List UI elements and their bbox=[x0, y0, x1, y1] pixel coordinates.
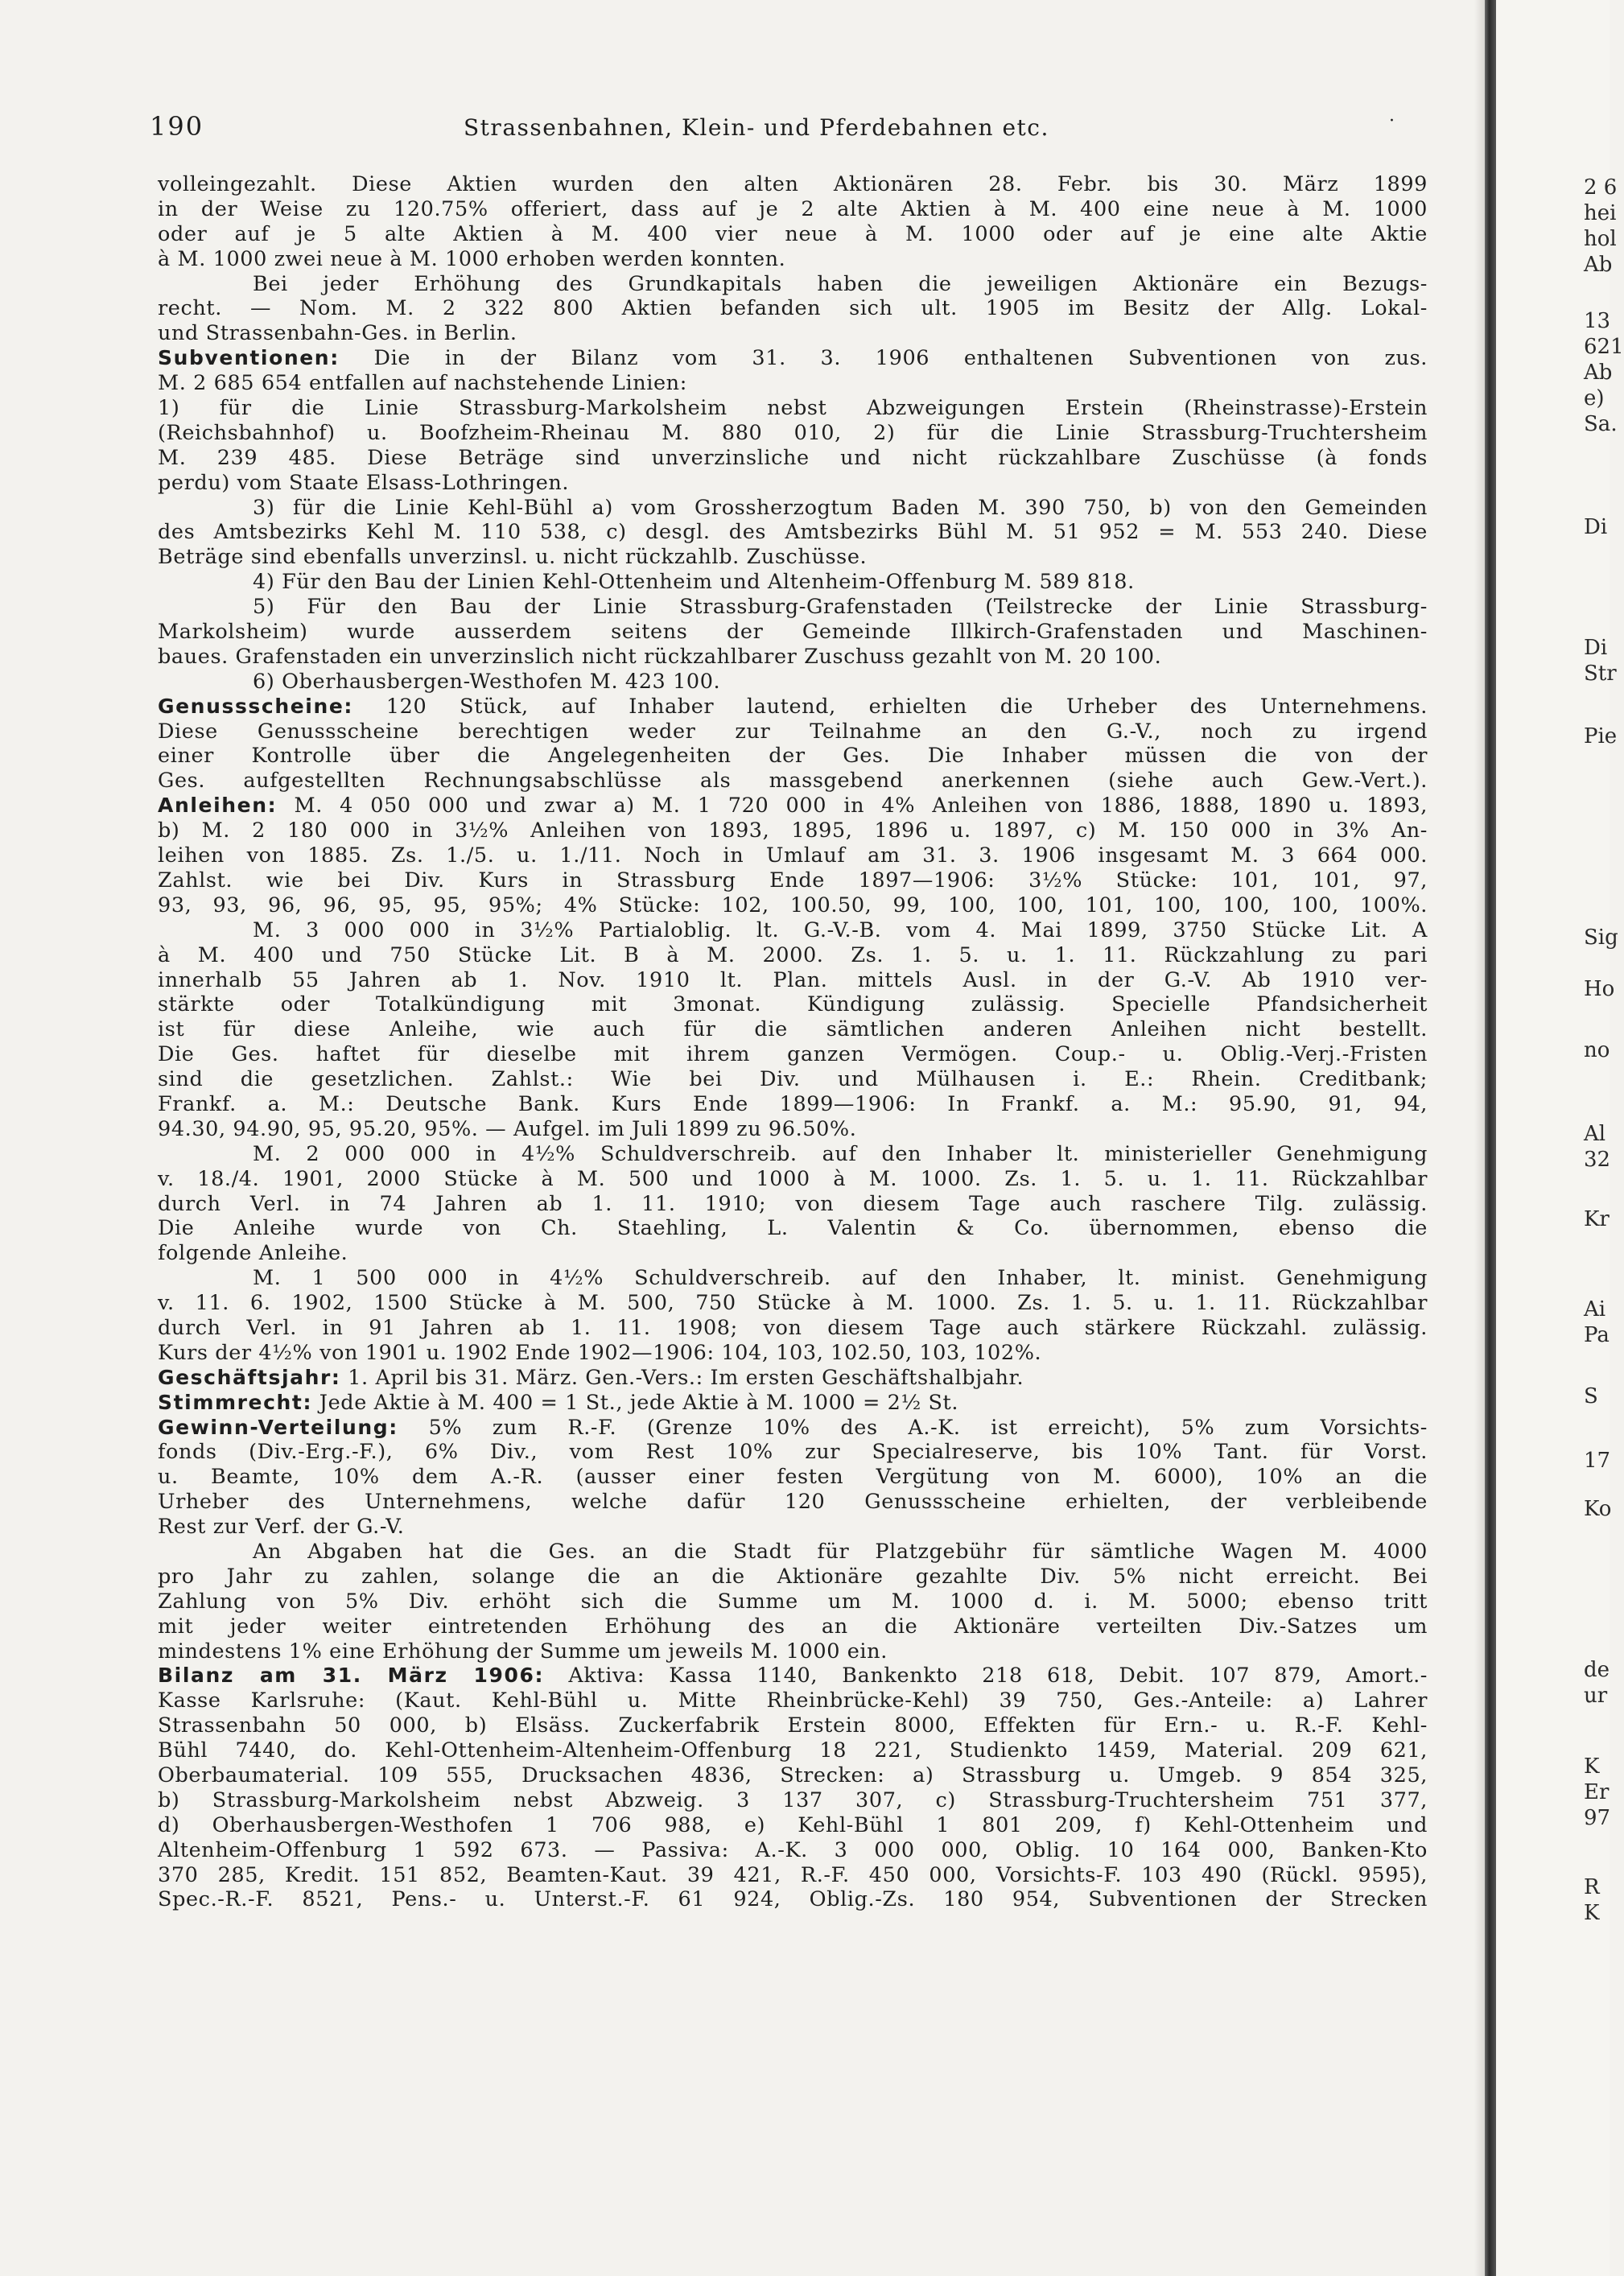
text-line bbox=[158, 843, 1428, 868]
adjacent-page-fragment: Ab bbox=[1584, 253, 1613, 277]
line-text: M. 3 000 000 in 3½% Partialoblig. lt. G.-V.-B. vom 4. Mai 1899, 3750 Stücke Lit. A bbox=[253, 917, 1428, 942]
line-text: Die in der Bilanz vom 31. 3. 1906 enthaltenen Subventionen von zus. bbox=[373, 346, 1428, 371]
text-line bbox=[158, 1838, 1428, 1863]
text-line bbox=[158, 545, 1428, 570]
text-line bbox=[158, 1216, 1428, 1241]
text-line bbox=[158, 1142, 1428, 1167]
line-text: à M. 400 und 750 Stücke Lit. B à M. 2000. Zs. 1. 5. u. 1. 11. Rückzahlung zu pari bbox=[158, 942, 1428, 967]
line-text: Die Ges. haftet für dieselbe mit ihrem ganzen Vermögen. Coup.- u. Oblig.-Verj.-Fristen bbox=[158, 1042, 1428, 1067]
line-text: leihen von 1885. Zs. 1./5. u. 1./11. Noch in Umlauf am 31. 3. 1906 insgesamt M. 3 664 000. bbox=[158, 843, 1428, 868]
print-dot: · bbox=[1389, 111, 1395, 131]
text-line bbox=[158, 1067, 1428, 1092]
line-text: M. 1 500 000 in 4½% Schuldverschreib. auf den Inhaber, lt. minist. Genehmigung bbox=[253, 1266, 1428, 1291]
text-line bbox=[158, 645, 1428, 670]
section-heading: Anleihen: bbox=[158, 794, 278, 818]
adjacent-page-fragment: Ko bbox=[1584, 1497, 1612, 1521]
line-text: stärkte oder Totalkündigung mit 3monat. Kündigung zulässig. Specielle Pfandsicherheit bbox=[158, 992, 1428, 1017]
line-text: Jede Aktie à M. 400 = 1 St., jede Aktie à M. 1000 = 2½ St. bbox=[319, 1390, 959, 1415]
adjacent-page-fragment: Ab bbox=[1584, 361, 1613, 385]
text-line bbox=[158, 1092, 1428, 1117]
adjacent-page-fragment: hei bbox=[1584, 201, 1617, 225]
line-text: M. 2 000 000 in 4½% Schuldverschreib. auf den Inhaber lt. ministerieller Genehmigung bbox=[253, 1141, 1428, 1166]
line-text: 3) für die Linie Kehl-Bühl a) vom Grossherzogtum Baden M. 390 750, b) von den Gemeinden bbox=[253, 495, 1428, 520]
line-text: u. Beamte, 10% dem A.-R. (ausser einer festen Vergütung von M. 6000), 10% an die bbox=[158, 1465, 1428, 1490]
adjacent-page-fragment: 17 bbox=[1584, 1449, 1611, 1473]
text-line bbox=[158, 1117, 1428, 1142]
line-text: des Amtsbezirks Kehl M. 110 538, c) desgl. des Amtsbezirks Bühl M. 51 952 = M. 553 240. Diese bbox=[158, 520, 1428, 545]
text-line bbox=[158, 1366, 1428, 1391]
line-text: Aktiva: Kassa 1140, Bankenkto 218 618, Debit. 107 879, Amort.- bbox=[568, 1664, 1428, 1688]
line-text: M. 4 050 000 und zwar a) M. 1 720 000 in 4% Anleihen von 1886, 1888, 1890 u. 1893, bbox=[294, 794, 1428, 818]
line-text: M. 2 685 654 entfallen auf nachstehende Linien: bbox=[158, 371, 687, 396]
adjacent-page-fragment: no bbox=[1584, 1038, 1610, 1062]
line-text: Die Anleihe wurde von Ch. Staehling, L. Valentin & Co. übernommen, ebenso die bbox=[158, 1216, 1428, 1241]
section-heading: Geschäftsjahr: bbox=[158, 1365, 341, 1389]
text-line bbox=[158, 992, 1428, 1017]
line-text: ist für diese Anleihe, wie auch für die sämtlichen anderen Anleihen nicht bestellt. bbox=[158, 1017, 1428, 1042]
section-heading: Bilanz am 31. März 1906: bbox=[158, 1664, 545, 1688]
line-text: v. 18./4. 1901, 2000 Stücke à M. 500 und 1000 à M. 1000. Zs. 1. 5. u. 1. 11. Rückzahlbar bbox=[158, 1166, 1428, 1191]
line-text: volleingezahlt. Diese Aktien wurden den alten Aktionären 28. Febr. bis 30. März 1899 bbox=[158, 172, 1428, 196]
line-text: 1) für die Linie Strassburg-Markolsheim nebst Abzweigungen Erstein (Rheinstrasse)-Erstein bbox=[158, 396, 1428, 421]
text-line bbox=[158, 1316, 1428, 1341]
text-line bbox=[158, 1589, 1428, 1614]
line-text: Zahlung von 5% Div. erhöht sich die Summe um M. 1000 d. i. M. 5000; ebenso tritt bbox=[158, 1589, 1428, 1614]
adjacent-page-fragment: Pa bbox=[1584, 1323, 1610, 1347]
text-line bbox=[158, 222, 1428, 247]
line-text: mit jeder weiter eintretenden Erhöhung des an die Aktionäre verteilten Div.-Satzes um bbox=[158, 1614, 1428, 1639]
adjacent-page-fragment: Sig bbox=[1584, 926, 1618, 950]
text-line bbox=[158, 296, 1428, 321]
line-text: Diese Genussscheine berechtigen weder zur Teilnahme an den G.-V., noch zu irgend bbox=[158, 719, 1428, 744]
line-text: M. 239 485. Diese Beträge sind unverzinsliche und nicht rückzahlbare Zuschüsse (à fonds bbox=[158, 445, 1428, 470]
line-text: 1. April bis 31. März. Gen.-Vers.: Im ersten Geschäftshalbjahr. bbox=[348, 1365, 1024, 1390]
line-text: Beträge sind ebenfalls unverzinsl. u. nicht rückzahlb. Zuschüsse. bbox=[158, 545, 868, 570]
text-line bbox=[158, 1813, 1428, 1838]
text-line bbox=[158, 1440, 1428, 1465]
adjacent-page-fragment: Ai bbox=[1584, 1297, 1606, 1321]
line-text: Kurs der 4½% von 1901 u. 1902 Ende 1902—1906: 104, 103, 102.50, 103, 102%. bbox=[158, 1340, 1042, 1365]
text-line bbox=[158, 371, 1428, 396]
line-text: 4) Für den Bau der Linien Kehl-Ottenheim und Altenheim-Offenburg M. 589 818. bbox=[253, 570, 1135, 595]
text-line bbox=[158, 1042, 1428, 1067]
text-line bbox=[158, 1763, 1428, 1788]
text-line bbox=[158, 421, 1428, 446]
line-text: b) M. 2 180 000 in 3½% Anleihen von 1893, 1895, 1896 u. 1897, c) M. 150 000 in 3% An- bbox=[158, 818, 1428, 843]
line-text: b) Strassburg-Markolsheim nebst Abzweig. 3 137 307, c) Strassburg-Truchtersheim 751 377, bbox=[158, 1787, 1428, 1812]
gutter-shadow bbox=[1474, 0, 1486, 2276]
adjacent-page-fragment: Al bbox=[1584, 1122, 1606, 1146]
line-text: recht. — Nom. M. 2 322 800 Aktien befanden sich ult. 1905 im Besitz der Allg. Lokal- bbox=[158, 296, 1428, 321]
running-title: Strassenbahnen, Klein- und Pferdebahnen etc. bbox=[464, 114, 1049, 141]
text-line bbox=[158, 1341, 1428, 1366]
line-text: (Reichsbahnhof) u. Boofzheim-Rheinau M. 880 010, 2) für die Linie Strassburg-Truchtersheim bbox=[158, 420, 1428, 445]
line-text: durch Verl. in 74 Jahren ab 1. 11. 1910; von diesem Tage auch raschere Tilg. zulässig. bbox=[158, 1191, 1428, 1216]
text-line bbox=[158, 1565, 1428, 1589]
line-text: einer Kontrolle über die Angelegenheiten der Ges. Die Inhaber müssen die von der bbox=[158, 744, 1428, 769]
text-line bbox=[158, 868, 1428, 893]
text-line bbox=[158, 1192, 1428, 1217]
line-text: 120 Stück, auf Inhaber lautend, erhielten die Urheber des Unternehmens. bbox=[385, 694, 1428, 719]
line-text: und Strassenbahn-Ges. in Berlin. bbox=[158, 321, 517, 346]
adjacent-page-fragment: 97 bbox=[1584, 1806, 1611, 1830]
line-text: Kasse Karlsruhe: (Kaut. Kehl-Bühl u. Mitte Rheinbrücke-Kehl) 39 750, Ges.-Anteile: a) Lahrer bbox=[158, 1688, 1428, 1713]
text-line bbox=[158, 172, 1428, 197]
line-text: Urheber des Unternehmens, welche dafür 120 Genussscheine erhielten, der verbleibende bbox=[158, 1490, 1428, 1515]
text-line bbox=[158, 620, 1428, 645]
line-text: d) Oberhausbergen-Westhofen 1 706 988, e) Kehl-Bühl 1 801 209, f) Kehl-Ottenheim und bbox=[158, 1812, 1428, 1837]
text-line bbox=[158, 744, 1428, 769]
adjacent-page-fragment: 2 6 bbox=[1584, 175, 1618, 200]
adjacent-page-fragment: S bbox=[1584, 1384, 1598, 1408]
text-line bbox=[158, 595, 1428, 620]
text-line bbox=[158, 918, 1428, 943]
line-text: Rest zur Verf. der G.-V. bbox=[158, 1515, 405, 1540]
text-line bbox=[158, 1017, 1428, 1042]
page-gutter bbox=[1485, 0, 1496, 2276]
adjacent-page-fragment: Kr bbox=[1584, 1207, 1610, 1231]
adjacent-page-fragment: Ho bbox=[1584, 977, 1615, 1001]
line-text: Ges. aufgestellten Rechnungsabschlüsse als massgebend anerkennen (siehe auch Gew.-Vert.). bbox=[158, 769, 1428, 794]
text-line bbox=[158, 247, 1428, 272]
line-text: durch Verl. in 91 Jahren ab 1. 11. 1908; von diesem Tage auch stärkere Rückzahl. zulässig. bbox=[158, 1315, 1428, 1340]
line-text: Altenheim-Offenburg 1 592 673. — Passiva: A.-K. 3 000 000, Oblig. 10 164 000, Banken-Kto bbox=[158, 1837, 1428, 1862]
text-line bbox=[158, 1515, 1428, 1540]
line-text: 5% zum R.-F. (Grenze 10% des A.-K. ist erreicht), 5% zum Vorsichts- bbox=[428, 1415, 1428, 1440]
line-text: Oberbaumaterial. 109 555, Drucksachen 4836, Strecken: a) Strassburg u. Umgeb. 9 854 325, bbox=[158, 1763, 1428, 1787]
section-heading: Gewinn-Verteilung: bbox=[158, 1415, 398, 1439]
line-text: pro Jahr zu zahlen, solange die an die Aktionäre gezahlte Div. 5% nicht erreicht. Bei bbox=[158, 1564, 1428, 1589]
line-text: folgende Anleihe. bbox=[158, 1241, 348, 1266]
text-line bbox=[158, 719, 1428, 744]
text-line bbox=[158, 1688, 1428, 1713]
line-text: Spec.-R.-F. 8521, Pens.- u. Unterst.-F. 61 924, Oblig.-Zs. 180 954, Subventionen der Strecken bbox=[158, 1887, 1428, 1912]
text-line bbox=[158, 1416, 1428, 1441]
text-line bbox=[158, 769, 1428, 794]
text-line bbox=[158, 570, 1428, 595]
adjacent-page-fragment: Str bbox=[1584, 662, 1617, 686]
text-line bbox=[158, 1241, 1428, 1266]
line-text: 6) Oberhausbergen-Westhofen M. 423 100. bbox=[253, 669, 721, 694]
line-text: in der Weise zu 120.75% offeriert, dass auf je 2 alte Aktien à M. 400 eine neue à M. 1000 bbox=[158, 196, 1428, 221]
text-line bbox=[158, 695, 1428, 719]
text-line bbox=[158, 1887, 1428, 1912]
text-line bbox=[158, 520, 1428, 545]
text-line bbox=[158, 446, 1428, 471]
text-line bbox=[158, 272, 1428, 297]
line-text: Strassenbahn 50 000, b) Elsäss. Zuckerfabrik Erstein 8000, Effekten für Ern.- u. R.-F. Kehl- bbox=[158, 1713, 1428, 1738]
adjacent-page-fragment: ur bbox=[1584, 1684, 1608, 1708]
body-text bbox=[158, 172, 1428, 1912]
section-heading: Subventionen: bbox=[158, 346, 340, 370]
text-line bbox=[158, 1639, 1428, 1664]
text-line bbox=[158, 197, 1428, 222]
adjacent-page-fragment: hol bbox=[1584, 227, 1617, 251]
adjacent-page-fragment: e) bbox=[1584, 386, 1605, 410]
page-header bbox=[150, 111, 1437, 143]
line-text: baues. Grafenstaden ein unverzinslich nicht rückzahlbarer Zuschuss gezahlt von M. 20 100. bbox=[158, 644, 1162, 669]
text-line bbox=[158, 396, 1428, 421]
adjacent-page-fragment: Di bbox=[1584, 636, 1608, 660]
text-line bbox=[158, 471, 1428, 496]
adjacent-page-fragment: 13 bbox=[1584, 309, 1611, 333]
section-heading: Genussscheine: bbox=[158, 694, 354, 718]
text-line bbox=[158, 794, 1428, 818]
line-text: à M. 1000 zwei neue à M. 1000 erhoben werden konnten. bbox=[158, 246, 786, 271]
adjacent-page-fragment: 621 bbox=[1584, 335, 1624, 359]
text-line bbox=[158, 321, 1428, 346]
text-line bbox=[158, 346, 1428, 371]
line-text: mindestens 1% eine Erhöhung der Summe um jeweils M. 1000 ein. bbox=[158, 1639, 888, 1664]
adjacent-page-fragment: R bbox=[1584, 1875, 1600, 1899]
line-text: Markolsheim) wurde ausserdem seitens der Gemeinde Illkirch-Grafenstaden und Maschinen- bbox=[158, 620, 1428, 645]
page-number: 190 bbox=[150, 111, 204, 142]
adjacent-page-fragment: K bbox=[1584, 1901, 1600, 1925]
text-line bbox=[158, 1291, 1428, 1316]
text-line bbox=[158, 1391, 1428, 1416]
text-line bbox=[158, 1540, 1428, 1565]
line-text: Bühl 7440, do. Kehl-Ottenheim-Altenheim-Offenburg 18 221, Studienkto 1459, Material. 209 621, bbox=[158, 1738, 1428, 1763]
line-text: perdu) vom Staate Elsass-Lothringen. bbox=[158, 470, 570, 495]
line-text: innerhalb 55 Jahren ab 1. Nov. 1910 lt. Plan. mittels Ausl. in der G.-V. Ab 1910 ver- bbox=[158, 967, 1428, 992]
line-text: 5) Für den Bau der Linie Strassburg-Grafenstaden (Teilstrecke der Linie Strassburg- bbox=[253, 595, 1428, 620]
line-text: Frankf. a. M.: Deutsche Bank. Kurs Ende 1899—1906: In Frankf. a. M.: 95.90, 91, 94, bbox=[158, 1091, 1428, 1116]
line-text: Bei jeder Erhöhung des Grundkapitals haben die jeweiligen Aktionäre ein Bezugs- bbox=[253, 271, 1428, 296]
text-line bbox=[158, 1863, 1428, 1888]
adjacent-page-fragment: de bbox=[1584, 1658, 1610, 1682]
adjacent-page-fragment: 32 bbox=[1584, 1148, 1611, 1172]
line-text: sind die gesetzlichen. Zahlst.: Wie bei Div. und Mülhausen i. E.: Rhein. Creditbank; bbox=[158, 1067, 1428, 1092]
text-line bbox=[158, 968, 1428, 993]
line-text: 94.30, 94.90, 95, 95.20, 95%. — Aufgel. im Juli 1899 zu 96.50%. bbox=[158, 1116, 857, 1141]
text-line bbox=[158, 1490, 1428, 1515]
adjacent-page-fragment: Di bbox=[1584, 515, 1608, 539]
adjacent-page-fragment: Er bbox=[1584, 1780, 1610, 1804]
line-text: fonds (Div.-Erg.-F.), 6% Div., vom Rest 10% zur Specialreserve, bis 10% Tant. für Vorst. bbox=[158, 1440, 1428, 1465]
adjacent-page-fragment: Pie bbox=[1584, 724, 1618, 748]
text-line bbox=[158, 496, 1428, 521]
line-text: 93, 93, 96, 96, 95, 95, 95%; 4% Stücke: 102, 100.50, 99, 100, 100, 101, 100, 100, 100, 100%. bbox=[158, 893, 1428, 917]
text-line bbox=[158, 943, 1428, 968]
text-line bbox=[158, 1167, 1428, 1192]
adjacent-page-fragment: K bbox=[1584, 1754, 1600, 1779]
text-line bbox=[158, 1788, 1428, 1813]
line-text: v. 11. 6. 1902, 1500 Stücke à M. 500, 750 Stücke à M. 1000. Zs. 1. 5. u. 1. 11. Rückzahlbar bbox=[158, 1291, 1428, 1316]
text-line bbox=[158, 1713, 1428, 1738]
text-line bbox=[158, 670, 1428, 695]
text-line bbox=[158, 1738, 1428, 1763]
text-line bbox=[158, 893, 1428, 918]
text-line bbox=[158, 818, 1428, 843]
adjacent-page-fragment: Sa. bbox=[1584, 412, 1618, 436]
section-heading: Stimmrecht: bbox=[158, 1390, 313, 1414]
line-text: An Abgaben hat die Ges. an die Stadt für Platzgebühr für sämtliche Wagen M. 4000 bbox=[253, 1539, 1428, 1564]
line-text: 370 285, Kredit. 151 852, Beamten-Kaut. 39 421, R.-F. 450 000, Vorsichts-F. 103 490 (Rückl. 9595), bbox=[158, 1862, 1428, 1887]
text-line bbox=[158, 1614, 1428, 1639]
text-line bbox=[158, 1664, 1428, 1688]
text-line bbox=[158, 1266, 1428, 1291]
line-text: Zahlst. wie bei Div. Kurs in Strassburg Ende 1897—1906: 3½% Stücke: 101, 101, 97, bbox=[158, 868, 1428, 893]
text-line bbox=[158, 1465, 1428, 1490]
line-text: oder auf je 5 alte Aktien à M. 400 vier neue à M. 1000 oder auf je eine alte Aktie bbox=[158, 221, 1428, 246]
